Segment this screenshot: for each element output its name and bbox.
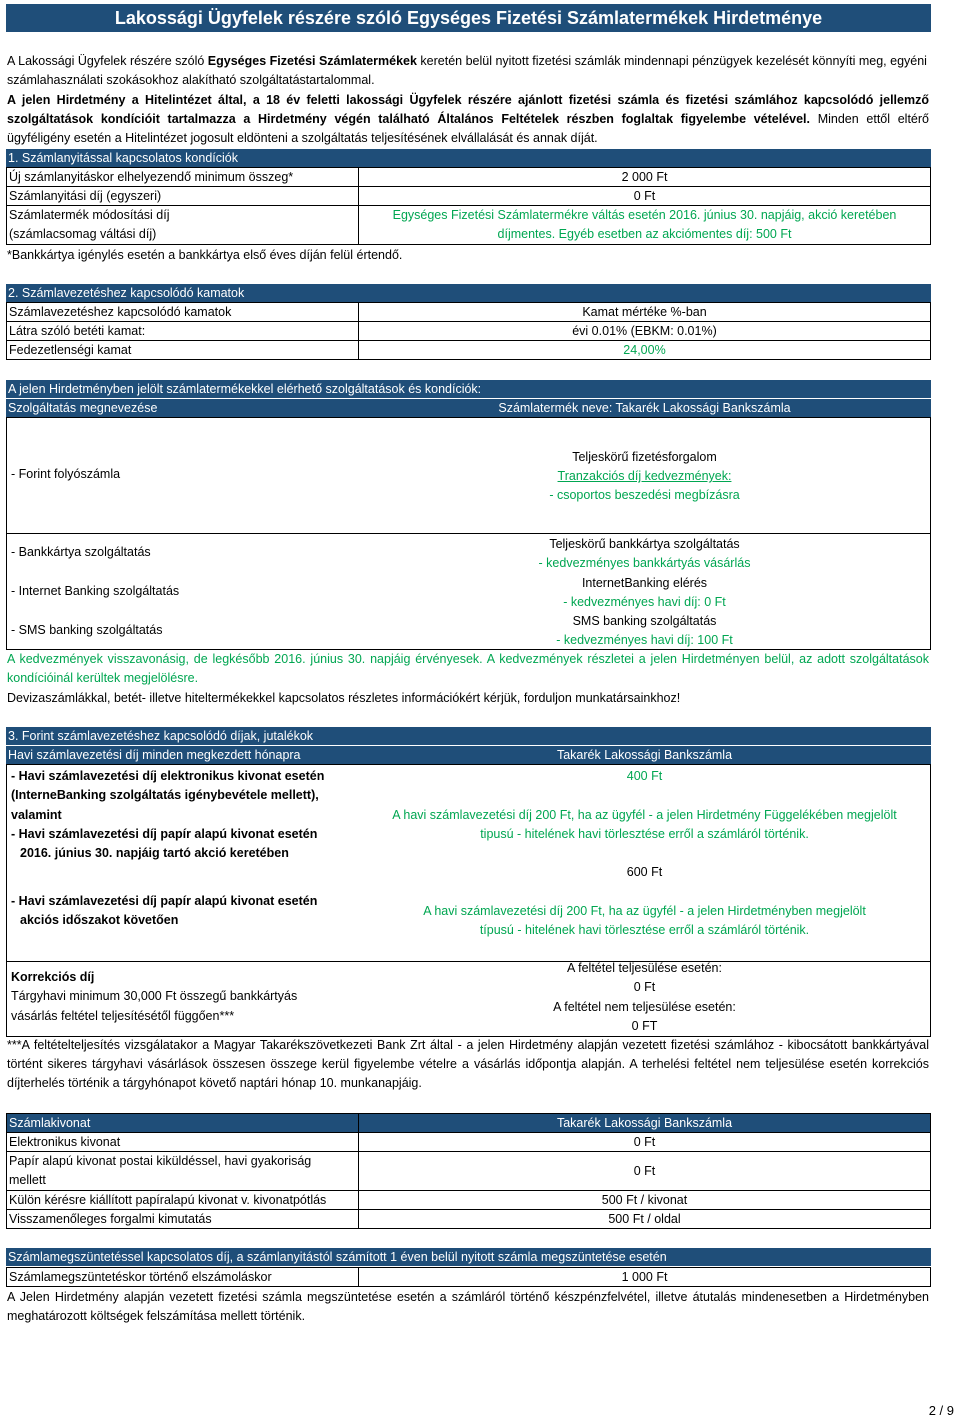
fee-line: (InterneBanking szolgáltatás igénybevétele mellett), <box>11 788 319 803</box>
services-header-row <box>6 399 931 417</box>
intro-text-a: A Lakossági Ügyfelek részére szóló <box>7 54 208 68</box>
page-title: Lakossági Ügyfelek részére szóló Egységes Fizetési Számlatermékek Hirdetménye <box>6 4 931 32</box>
table-row <box>7 1152 931 1191</box>
service-details <box>359 535 930 651</box>
column-header: Szolgáltatás megnevezése <box>8 401 158 415</box>
section-1-table <box>6 167 931 245</box>
fee-note: típusú - hitelének havi törlesztése erről a számláról történik. <box>479 922 810 937</box>
row-value: 500 Ft / oldal <box>359 1210 931 1229</box>
detail-line: Teljeskörű fizetésforgalom <box>572 450 717 464</box>
intro-text-b: Egységes Fizetési Számlatermékek <box>207 54 417 68</box>
services-heading: A jelen Hirdetményben jelölt számlatermékekkel elérhető szolgáltatások és kondíciók: <box>6 380 931 398</box>
detail-line: - kedvezményes bankkártyás vásárlás <box>538 556 751 571</box>
row-label <box>7 206 359 245</box>
row-label: Látra szóló betéti kamat: <box>7 322 359 341</box>
section-1-heading: 1. Számlanyitással kapcsolatos kondíciók <box>6 149 931 167</box>
row-value: 0 Ft <box>359 187 931 206</box>
table-row <box>7 341 931 360</box>
table-header-row <box>7 1114 931 1133</box>
row-value: 500 Ft / kivonat <box>359 1191 931 1210</box>
fee-line: - Havi számlavezetési díj papír alapú kivonat esetén <box>11 894 318 908</box>
fee-b-label <box>11 892 317 931</box>
row-label: Fedezetlenségi kamat <box>7 341 359 360</box>
correction-fee <box>6 961 931 1037</box>
section-3-heading: 3. Forint számlavezetéshez kapcsolódó díjak, jutalékok <box>6 727 931 745</box>
fee-note: A havi számlavezetési díj 200 Ft, ha az ügyfél - a jelen Hirdetmény Függelékében megjelölt <box>392 807 897 822</box>
mod-label-1: Számlatermék módosítási díj <box>9 208 170 222</box>
table-row <box>7 168 931 187</box>
table-row <box>7 206 931 245</box>
fee-amount: 0 FT <box>631 1018 658 1033</box>
fee-note: tipusú - hitelének havi törlesztése erről a számláról történik. <box>480 826 809 841</box>
correction-value <box>359 959 930 1036</box>
detail-line: - csoportos beszedési megbízásra <box>549 488 740 502</box>
row-value: 24,00% <box>359 341 931 360</box>
mod-label-2: (számlacsomag váltási díj) <box>9 227 157 241</box>
section-3-footnote: ***A feltételteljesítés vizsgálatakor a Magyar Takarékszövetkezeti Bank Zrt által - a jelen Hirdetmény alapján vezetett fizetési számlához - kibocsátott bankkártyával történt sikeres tárgyhavi vásárlások összesen összege kerül figyelembe vételre a vásárlás időpontja alapján. A terhelési feltétel nem teljesülése esetén korrekciós díjterhelés történik a tárgyhónapot követő naptári hónap 10. munkanapjáig. <box>7 1038 929 1090</box>
fee-line: Tárgyhavi minimum 30,000 Ft összegű bankkártyás <box>11 989 298 1004</box>
fee-line: vásárlás feltétel teljesítésétől függően*** <box>11 1008 235 1023</box>
closure-heading: Számlamegszüntetéssel kapcsolatos díj, a számlanyitástól számított 1 éven belül nyitott számla megszüntetése esetén <box>6 1248 931 1266</box>
column-header: Számlakivonat <box>7 1114 359 1133</box>
service-label: - Forint folyószámla <box>11 467 121 481</box>
fee-amount: 0 Ft <box>633 980 656 995</box>
intro-bold: A jelen Hirdetmény a Hitelintézet által, a 18 év feletti lakossági Ügyfelek részére ajánlott fizetési számla és fizetési számlához kapcsolódó jellemző szolgáltatások kondícióit tartalmazza a Hirdetmény végén található Általános Feltételek részben foglaltak figyelembe vételével. <box>7 93 929 126</box>
section-2-table <box>6 302 931 360</box>
table-row <box>7 322 931 341</box>
services-contact-note: Devizaszámlákkal, betét- illetve hiteltermékekkel kapcsolatos részletes információkért kérjük, forduljon munkatársainkhoz! <box>7 691 681 705</box>
fee-line: A feltétel teljesülése esetén: <box>567 961 722 975</box>
service-forint <box>6 417 931 534</box>
column-header: Takarék Lakossági Bankszámla <box>359 1114 931 1133</box>
column-header: Havi számlavezetési díj minden megkezdett hónapra <box>8 748 301 762</box>
row-value: 2 000 Ft <box>359 168 931 187</box>
section-2-heading: 2. Számlavezetéshez kapcsolódó kamatok <box>6 284 931 302</box>
row-label: Visszamenőleges forgalmi kimutatás <box>7 1210 359 1229</box>
row-label <box>7 1152 359 1191</box>
label-line: Papír alapú kivonat postai kiküldéssel, havi gyakoriság <box>9 1154 312 1168</box>
services-note: A kedvezmények visszavonásig, de legkésőbb 2016. június 30. napjáig érvényesek. A kedvezmények részletei a jelen Hirdetményen belül, az adott szolgáltatások kondícióinál kerültek megjelölésre. <box>7 652 929 685</box>
row-value: 1 000 Ft <box>359 1268 931 1287</box>
fees-box <box>6 764 931 962</box>
intro-text-c: keretén belül nyitott fizetési számlák mindennapi pénzügyek kezelését könnyíti meg, egyéni számlahasználati szokásokhoz alakítható szolgáltatástartalommal. <box>7 54 927 87</box>
closure-table <box>6 1267 931 1287</box>
detail-line: Tranzakciós díj kedvezmények: <box>557 469 732 483</box>
fee-line: valamint <box>11 807 62 822</box>
table-row <box>7 1133 931 1152</box>
intro-paragraph-1 <box>7 52 929 90</box>
column-header: Takarék Lakossági Bankszámla <box>556 748 733 762</box>
row-value: 0 Ft <box>359 1152 931 1191</box>
row-value <box>359 206 931 245</box>
fee-line: akciós időszakot követően <box>20 913 179 928</box>
row-label: Külön kérésre kiállított papíralapú kivonat v. kivonatpótlás <box>7 1191 359 1210</box>
fee-a-value <box>359 767 930 844</box>
section-1-note: *Bankkártya igénylés esetén a bankkártya első éves díján felül értendő. <box>7 248 403 262</box>
table-row <box>7 187 931 206</box>
fee-line: 2016. június 30. napjáig tartó akció keretében <box>20 846 289 861</box>
closure-note: A Jelen Hirdetmény alapján vezetett fizetési számla megszüntetése esetén a számláról történő készpénzfelvétel, illetve átutalás mindenesetben a Hirdetményben meghatározott költségek felszámítása mellett történik. <box>7 1290 929 1323</box>
fee-line: - Havi számlavezetési díj elektronikus kivonat esetén <box>11 769 325 783</box>
service-label: - SMS banking szolgáltatás <box>11 623 163 637</box>
table-header-row <box>7 303 931 322</box>
fee-note: A havi számlavezetési díj 200 Ft, ha az ügyfél - a jelen Hirdetményben megjelölt <box>423 903 866 918</box>
fee-a-label <box>11 767 324 863</box>
column-header: Számlatermék neve: Takarék Lakossági Bankszámla <box>498 401 791 415</box>
row-label: Számlanyitási díj (egyszeri) <box>7 187 359 206</box>
table-row <box>7 1268 931 1287</box>
detail-line: InternetBanking elérés <box>581 575 708 590</box>
fee-line: A feltétel nem teljesülése esetén: <box>553 999 736 1014</box>
row-value: 0 Ft <box>359 1133 931 1152</box>
intro-paragraph-2 <box>7 91 929 148</box>
detail-line: - kedvezményes havi díj: 0 Ft <box>563 594 726 609</box>
detail-line: - kedvezményes havi díj: 100 Ft <box>556 633 733 648</box>
fee-amount: 400 Ft <box>626 769 663 783</box>
column-header: Számlavezetéshez kapcsolódó kamatok <box>7 303 359 322</box>
label-line: mellett <box>9 1173 46 1187</box>
service-group <box>6 533 931 650</box>
service-details <box>359 448 930 505</box>
statements-table <box>6 1113 931 1229</box>
fee-line: Korrekciós díj <box>11 970 95 984</box>
row-value: évi 0.01% (EBKM: 0.01%) <box>359 322 931 341</box>
row-label: Számlamegszüntetéskor történő elszámoláskor <box>7 1268 359 1287</box>
service-label: - Internet Banking szolgáltatás <box>11 584 180 598</box>
row-label: Elektronikus kivonat <box>7 1133 359 1152</box>
mod-value-2: díjmentes. Egyéb esetben az akciómentes díj: 500 Ft <box>497 227 792 241</box>
fee-line: - Havi számlavezetési díj papír alapú kivonat esetén <box>11 826 318 841</box>
correction-label <box>11 968 297 1026</box>
column-header: Kamat mértéke %-ban <box>359 303 931 322</box>
mod-value-1: Egységes Fizetési Számlatermékre váltás esetén 2016. június 30. napjáig, akció keretében <box>392 208 897 222</box>
detail-line: Teljeskörű bankkártya szolgáltatás <box>549 537 740 551</box>
service-label: - Bankkártya szolgáltatás <box>11 545 151 559</box>
page-number: 2 / 9 <box>928 1403 954 1418</box>
fee-b-value <box>359 863 930 940</box>
intro-rest: Minden ettől eltérő ügyféligény esetén a Hitelintézet jogosult eldönteni a szolgáltatás teljesítésének elvállalását és annak díját. <box>7 112 929 145</box>
row-label: Új számlanyitáskor elhelyezendő minimum összeg* <box>7 168 359 187</box>
detail-line: SMS banking szolgáltatás <box>572 614 717 629</box>
section-3-header-row <box>6 746 931 764</box>
table-row <box>7 1191 931 1210</box>
table-row <box>7 1210 931 1229</box>
fee-amount: 600 Ft <box>626 865 663 879</box>
